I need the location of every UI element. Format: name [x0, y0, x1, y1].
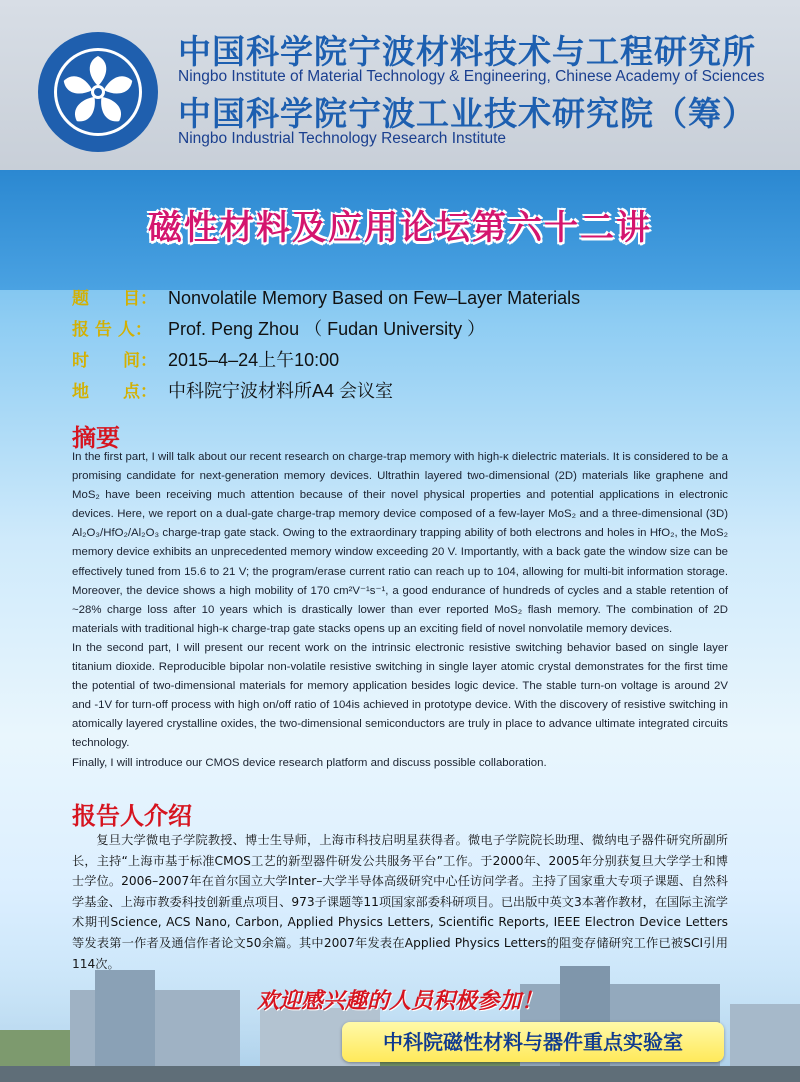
speaker-bio-text: 复旦大学微电子学院教授、博士生导师，上海市科技启明星获得者。微电子学院院长助理、微纳电子器件研究所副所长，主持“上海市基于标准CMOS工艺的新型器件研发公共服务平台”工作。于2000年、2005年分别获复旦大学学士和博士学位。2006–2007年在首尔国立大学Inter–大学半导体高级研究中心任访问学者。主持了国家重大专项子课题、自然科学基金、上海市教委科技创新重点项目、973子课题等11项国家部委科研项目。已出版中英文3本著作教材，在国际主流学术期刊Science, ACS Nano, Carbon, Applied Physics Letters, Scientific Reports, IEEE Electron Device Letters等发表第一作者及通信作者论文50余篇。其中2007年发表在Applied Physics Letters的阻变存储研究工作已被SCI引用 [72, 833, 728, 950]
campus-skyline-image [0, 960, 800, 1082]
info-location [72, 377, 393, 403]
info-time [72, 346, 339, 372]
info-label: 时 间： [72, 351, 157, 371]
forum-title: 磁性材料及应用论坛第六十二讲 [148, 208, 652, 248]
info-speaker [72, 315, 485, 341]
info-value: 2015–4–24上午10:00 [168, 350, 340, 370]
cas-seal-icon [36, 30, 160, 154]
abstract-paragraph: In the first part, I will talk about our recent research on charge-trap memory with high-κ dielectric materials. It is considered to be a promising candidate for next-generation memory devices. Ultrathin layered two-dimensional (2D) materials like graphene and MoS₂ have been receiving much attention because of their novel physical properties and potential applications in electronic devices. Here, we report on a dual-gate charge-trap memory device composed of a few-layer MoS₂ and a three-dimensional (3D) Al₂O₃/HfO₂/Al₂O₃ charge-trap gate stack. Owing to the extraordinary trapping ability of both electrons and holes in HfO₂, the MoS₂ memory device exhibits an unprecedented memory window exceeding 20 V. Importantly, with a back gate the window size can be effectively tuned from 15.6 to 21 V; the program/erase current ratio can reach up to 104, allowing for multi-bit information storage. Moreover, the device shows a high mobility of 170 cm²V⁻¹s⁻¹, a good endurance of hundreds of cycles and a stable retention of ~28% charge loss after 10 years which is drastically lower than ever reported MoS₂ flash memory. The combination of 2D materials with traditional high-κ charge-trap gate stacks opens up an exciting field of novel nonvolatile memory devices. [72, 451, 728, 635]
speaker-bio-heading: 报告人介绍 [72, 801, 192, 830]
institute-name-en: Ningbo Institute of Material Technology & Engineering, Chinese Academy of Sciences [178, 68, 765, 85]
welcome-message: 欢迎感兴趣的人员积极参加！ [256, 988, 543, 1014]
organizer-lab-badge: 中科院磁性材料与器件重点实验室 [342, 1022, 724, 1062]
industrial-institute-name-en: Ningbo Industrial Technology Research Institute [178, 130, 506, 147]
abstract-heading: 摘要 [72, 423, 120, 452]
institute-name-cn: 中国科学院宁波材料技术与工程研究所 [178, 32, 756, 71]
info-value: Nonvolatile Memory Based on Few–Layer Materials [168, 288, 581, 308]
speaker-bio [72, 830, 728, 974]
abstract-body [72, 448, 728, 773]
abstract-paragraph: Finally, I will introduce our CMOS device research platform and discuss possible collaboration. [72, 756, 547, 769]
info-value: Prof. Peng Zhou （ Fudan University ） [168, 319, 486, 339]
info-label: 题 目： [72, 289, 157, 309]
info-label: 报 告 人： [72, 320, 152, 340]
info-topic [72, 284, 580, 309]
institute-header [0, 0, 800, 170]
info-value: 中科院宁波材料所A4 会议室 [168, 381, 394, 401]
industrial-institute-name-cn: 中国科学院宁波工业技术研究院（筹） [178, 94, 756, 133]
info-label: 地 点： [72, 382, 157, 402]
abstract-paragraph: In the second part, I will present our recent work on the intrinsic electronic resistive switching behavior based on single layer titanium dioxide. Reproducible bipolar non-volatile resistive switching in single layer atomic crystal demonstrates for the first time the potential of two-dimensional materials for memory application besides logic device. The stable turn-on voltage is around 2V and -1V for turn-off process with high on/off ratio of 104is achieved in prototype device. With the discovery of resistive switching in atomically layered crystalline oxides, the two-dimensional semiconductors are truly in place to advance ultimate integrated circuits technology. [72, 641, 728, 750]
